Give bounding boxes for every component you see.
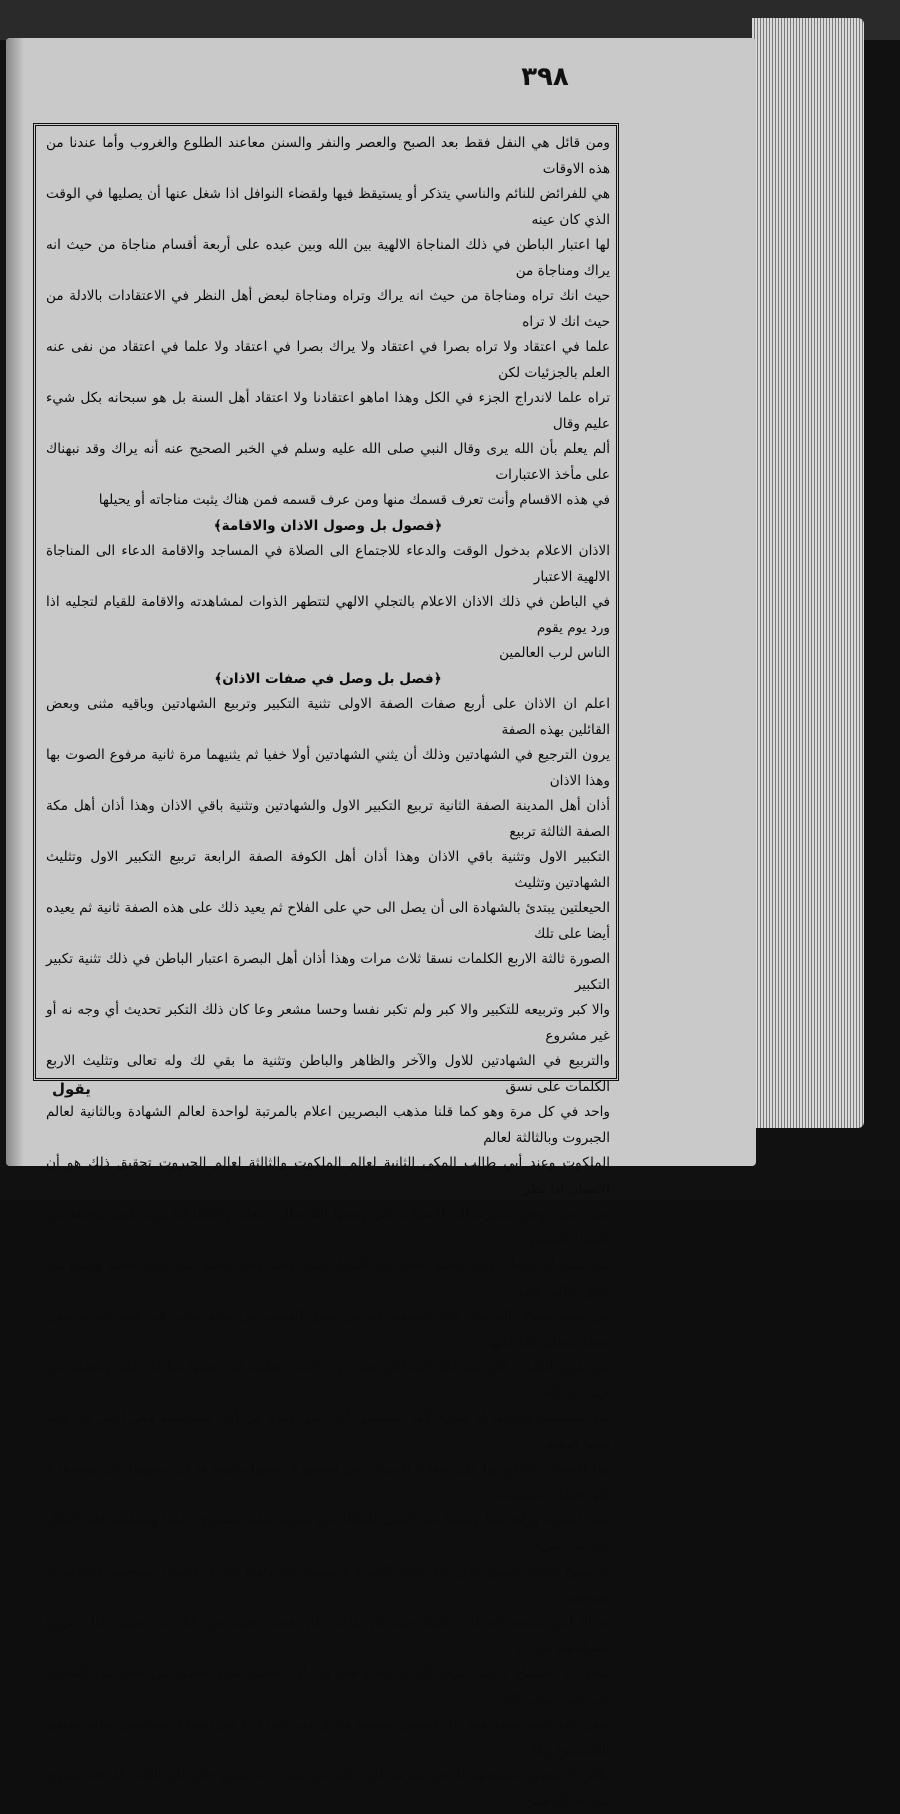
- text-line: الحيعلتين يبتدئ بالشهادة الى أن يصل الى حي على الفلاح ثم يعيد ذلك على هذه الصفة ثانية ثم يعيده أيضا على تلك: [46, 900, 610, 942]
- gutter-shadow: [6, 38, 24, 1166]
- text-line: الا يسبح بحمده تسبيح نطق يليق بذلك الشيء لا تسبيح حال ولهذا قال لا تفقهون تسبيحهم لاختلاف ما يسمعون: [46, 1563, 610, 1605]
- text-line: التكبير الاول وتثنية باقي الاذان وهذا أذان أهل الكوفة الصفة الرابعة تربيع التكبير الاول وتثليث الشهادتين وتثليث: [46, 849, 610, 891]
- text-line: من عظم شعائر الله وان ذلك التعظيم لها من تقوى القلوب في قوله تعالى في كتابه العزيز ومن يعظم شعائر الله فانها: [46, 1308, 610, 1350]
- text-line: ومن قائل هي النفل فقط بعد الصبح والعصر والنفر والسنن معاعند الطلوع والغروب وأما عندنا من هذه الاوقات: [46, 135, 610, 177]
- text-line: في هذه الاقسام وأنت تعرف قسمك منها ومن عرف قسمه فمن هناك يثبت مناجاته أو يحيلها: [98, 492, 610, 508]
- text-line: به الا لمن سمعه انه كان حليما حيث لم يؤاخذ ولم يعجل عقوبة من قال انه تسبيح حال غرورا ستراطهم عن أن: [46, 1614, 610, 1656]
- text-line: بعين بصره وعين بصيرته الى الاسباب التي وضعها الله تعالى شعائر وأعلاما لما يريد تكوينه وخلقه من الاشياء المسبق: [46, 1206, 610, 1248]
- text-line: أذان أهل المدينة الصفة الثانية تربيع التكبير الاول والشهادتين وتثنية باقي الاذان وهذا أذان أهل مكة الصفة الثالثة تربيع: [46, 798, 610, 840]
- text-line: اعلم ان الاذان على أربع صفات الصفة الاولى تثنية التكبير وتربيع الشهادتين وباقيه مثنى وبعض القائلين بهذه الصفة: [46, 696, 610, 738]
- catchword: يقول: [52, 1080, 91, 1098]
- text-line: هي للفرائض للنائم والناسي يتذكر أو يستيقظ فيها ولقضاء النوافل اذا شغل عنها أن يصليها في الوقت الذي كان عينه: [46, 186, 610, 228]
- text-line: أمر بتعظيمها فوجدها أو جعلها الآمر بتعظيمها أكبر منها وهذه هي أكبر للمفاضلة وهي أفعل من فلما أنهما كوشف: [46, 1410, 610, 1452]
- text-line: في علمه أن يربط الوجود بعضه ببعض ودل الدليل على توقف وجود بعضه على وجود بعضه وسمع ثناء الحق تعالى على: [46, 1257, 610, 1299]
- text-line: ولكن لا تفقهون تسبيحهم الا في معرض الرد على من يقول أنه تسبيح حال فان العالم كله قد تساوى في الدلالة فمن: [46, 1767, 610, 1809]
- section-heading: ﴿فصل بل وصل في صفات الاذان﴾: [214, 670, 442, 687]
- text-line: الصورة ثالثة الاربع الكلمات نسقا ثلاث مرات وهذا أذان أهل البصرة اعتبار الباطن في ذلك تثنية تكبير التكبير: [46, 951, 610, 993]
- text-line: الاذان الاعلام بدخول الوقت والدعاء للاجتماع الى الصلاة في المساجد والاقامة الدعاء الى المناجاة الالهية الاعتبار: [46, 543, 610, 585]
- section-heading: ﴿فصول بل وصول الاذان والاقامة﴾: [213, 517, 443, 534]
- page-number: ٣٩٨: [521, 62, 569, 92]
- text-line: تتعلق به الاسماع لا لمن خرق الله له العادة فقد ورد أن الحصى سبح بحضور من حضر من الصحابة في كف رسول الله: [46, 1665, 610, 1707]
- text-line: على السواء ورآها عينا وكشفا عند كشف الغطاء عن بصره ناطقة بتسبيح خالقها وتعظيمه فانه القائل وان من شيء: [46, 1512, 610, 1554]
- text-line: الناس لرب العالمين: [499, 645, 610, 661]
- text-line: الملكوت وعند أبي طالب المكي الثانية لعالم الملكوت والثالثة لعالم الجبروت تحقيق ذلك هو أن الانسان اذا نظر: [46, 1155, 610, 1197]
- page-stack-edge: [752, 18, 864, 1128]
- main-text: [46, 131, 610, 1814]
- text-line: واحد في كل مرة وهو كما قلنا مذهب البصريين اعلام بالمرتبة لواحدة لعالم الشهادة وبالثانية لعالم الجبروت وبالثالثة لعالم: [46, 1104, 610, 1146]
- text-line: لها اعتبار الباطن في ذلك المناجاة الالهية بين الله وبين عبده على أربعة أقسام مناجاة من حيث انه يراك ومناجاة من: [46, 237, 610, 279]
- text-line: والا كبر وتربيعه للتكبير والا كبر ولم تكبر نفسا وحسا مشعر وعا كان ذلك التكبر تحديث أي وجه نه أو غير مشروع: [46, 1002, 610, 1044]
- text-line: في الباطن في ذلك الاذان الاعلام بالتجلي الالهي لتتطهر الذوات لمشاهدته والاقامة للقيام لتجليه اذا ورد يوم يقوم: [46, 594, 610, 636]
- text-line: هذا الانسان الناطق بها على حقارة الاسباب في أنفسها لا نفسها وافتقارها في وجودها الى موجدها لا كلها افتقار المسببات: [46, 1461, 610, 1503]
- text-line: حيث انك تراه ومناجاة من حيث انه يراك وتراه ومناجاة لبعض أهل النظر في الاعتقادات بالادلة من حيث انك لا تراه: [46, 288, 610, 330]
- text-line: ألم يعلم بأن الله يرى وقال النبي صلى الله عليه وسلم في الخبر الصحيح عنه أنه يراك وقد نبهناك على مأخذ الاعتبارات: [46, 441, 610, 483]
- text-line: تراه علما لاندراج الجزء في الكل وهذا اماهو اعتقادنا ولا اعتقاد أهل السنة بل هو سبحانه بكل شيء عليم وقال: [46, 390, 610, 432]
- text-line: صلى الله عليه وسلم وما زال الحصى مسبحا وخرق امر العادة الا في اسماع السامعين لذلك بتعلقها بالمسموع وقال: [46, 1716, 610, 1758]
- text-line: علما في اعتقاد ولا تراه بصرا في اعتقاد ولا يراك بصرا في اعتقاد ولا علما في اعتقاد من نفى عنه العلم بالجزئيات لكن: [46, 339, 610, 381]
- text-line: والتربيع في الشهادتين للاول والآخر والظاهر والباطن وتثنية ما بقي لك وله تعالى وتثليث الاربع الكلمات على نسق: [46, 1053, 610, 1095]
- text-line: يرون الترجيع في الشهادتين وذلك أن يثني الشهادتين أولا خفيا ثم يثنيهما مرة ثانية مرفوع الصوت بها وهذا الاذان: [46, 747, 610, 789]
- text-line: من تقوى القلوب قال عند ذلك الله أكبر يقول وان كانت عظمة في نفسها بما دل عليه وعظمة من حيث ان الله: [46, 1359, 610, 1401]
